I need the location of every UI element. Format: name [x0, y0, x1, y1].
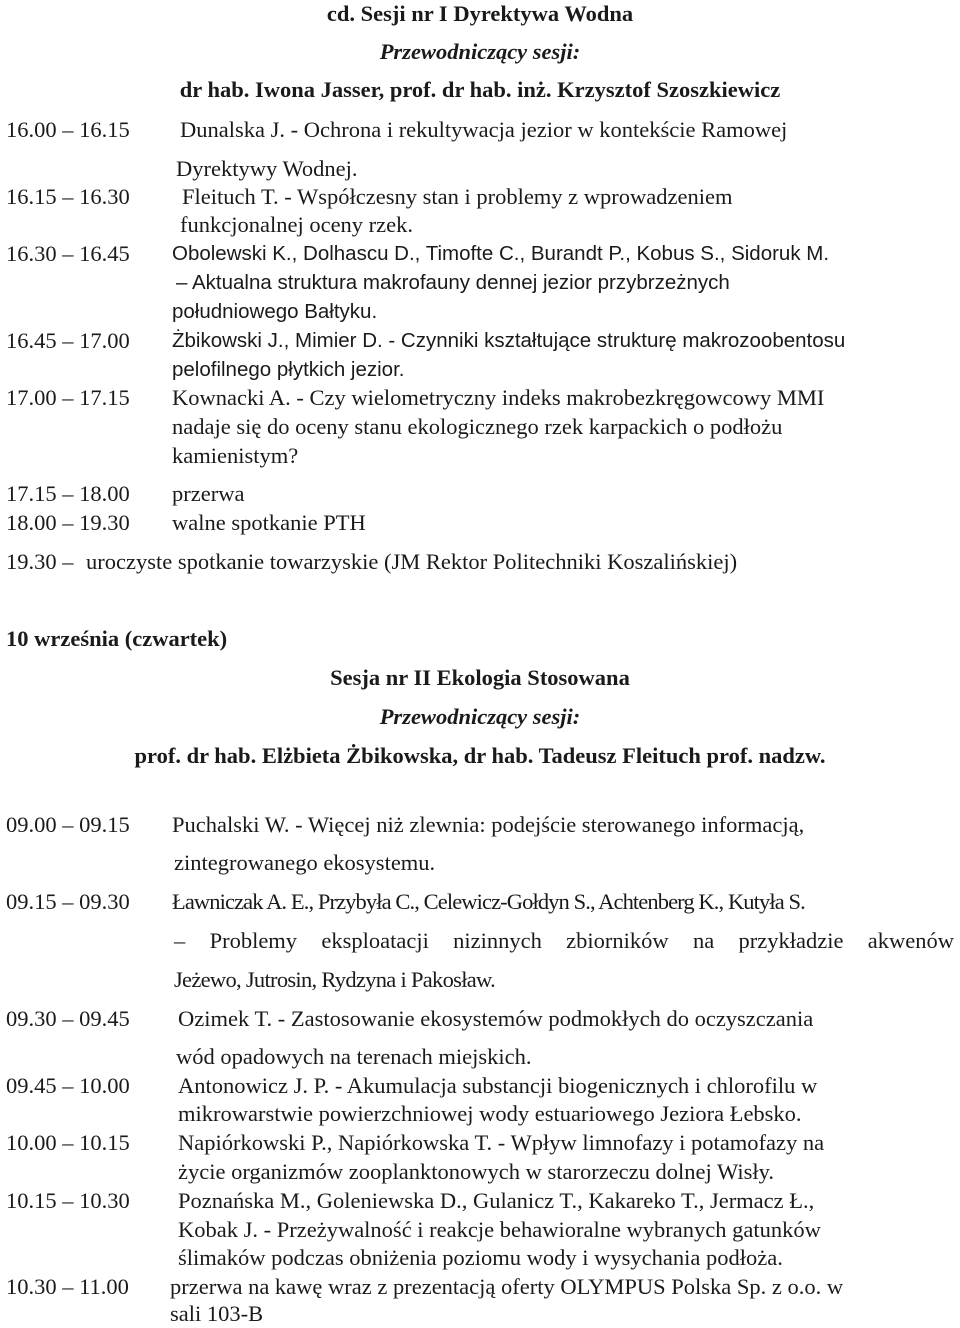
session1-item4-line2: pelofilnego płytkich jezior. — [172, 358, 405, 381]
session1-item7-time: 18.00 – 19.30 — [6, 510, 130, 535]
session2-item7-time: 10.30 – 11.00 — [6, 1274, 129, 1299]
s2-item2-line2-text: Problemy eksploatacji nizinnych zbiorników na przykładzie akwenów — [209, 928, 954, 953]
session2-item7-line2: sali 103-B — [170, 1301, 264, 1326]
session1-item5-time: 17.00 – 17.15 — [6, 385, 130, 410]
session1-item4-line1: Żbikowski J., Mimier D. - Czynniki kształtujące strukturę makrozoobentosu — [172, 329, 846, 352]
session2-item6-time: 10.15 – 10.30 — [6, 1188, 130, 1213]
dash: – — [174, 928, 210, 953]
session1-chair-label: Przewodniczący sesji: — [379, 39, 581, 64]
session1-item3-line3: południowego Bałtyku. — [172, 300, 378, 323]
session2-item6-line3: ślimaków podczas obniżenia poziomu wody i wysychania podłoża. — [178, 1245, 783, 1270]
session2-item2-line1: Ławniczak A. E., Przybyła C., Celewicz-Gołdyn S., Achtenberg K., Kutyła S. — [172, 889, 805, 914]
day-heading: 10 września (czwartek) — [6, 626, 228, 651]
session1-chairs: dr hab. Iwona Jasser, prof. dr hab. inż. Krzysztof Szoszkiewicz — [179, 77, 781, 102]
session2-chairs: prof. dr hab. Elżbieta Żbikowska, dr hab. Tadeusz Fleituch prof. nadzw. — [134, 743, 826, 768]
session2-item2-line2 — [174, 927, 954, 955]
session2-chair-label: Przewodniczący sesji: — [379, 704, 581, 729]
session1-item3-line1: Obolewski K., Dolhascu D., Timofte C., Burandt P., Kobus S., Sidoruk M. — [172, 242, 830, 265]
session1-item3-line2 — [176, 269, 730, 297]
session1-item2-line2: funkcjonalnej oceny rzek. — [180, 212, 414, 237]
session2-item7-line1: przerwa na kawę wraz z prezentacją oferty OLYMPUS Polska Sp. z o.o. w — [170, 1274, 844, 1299]
session2-item1-line2: zintegrowanego ekosystemu. — [174, 850, 436, 875]
session2-item6-line2: Kobak J. - Przeżywalność i reakcje behawioralne wybranych gatunków — [178, 1217, 821, 1242]
session2-item2-time: 09.15 – 09.30 — [6, 889, 130, 914]
session1-item1-time: 16.00 – 16.15 — [6, 117, 130, 142]
session2-item5-line2: życie organizmów zooplanktonowych w starorzeczu dolnej Wisły. — [178, 1159, 774, 1184]
session2-item3-line1: Ozimek T. - Zastosowanie ekosystemów podmokłych do oczyszczania — [178, 1006, 814, 1031]
session1-item6-line1: przerwa — [172, 481, 245, 506]
session1-item1-line1: Dunalska J. - Ochrona i rekultywacja jezior w kontekście Ramowej — [180, 117, 788, 142]
session2-item4-time: 09.45 – 10.00 — [6, 1073, 130, 1098]
session1-item6-time: 17.15 – 18.00 — [6, 481, 130, 506]
session1-item2-line1: Fleituch T. - Współczesny stan i problemy z wprowadzeniem — [182, 184, 733, 209]
session2-item4-line1: Antonowicz J. P. - Akumulacja substancji biogenicznych i chlorofilu w — [178, 1073, 818, 1098]
item3-line2-text: Aktualna struktura makrofauny dennej jezior przybrzeżnych — [191, 271, 730, 294]
dash: – — [176, 271, 192, 294]
session1-item5-line1: Kownacki A. - Czy wielometryczny indeks makrobezkręgowcowy MMI — [172, 385, 825, 410]
session1-item2-time: 16.15 – 16.30 — [6, 184, 130, 209]
session2-item3-time: 09.30 – 09.45 — [6, 1006, 130, 1031]
session1-item4-time: 16.45 – 17.00 — [6, 328, 130, 353]
session2-item1-line1: Puchalski W. - Więcej niż zlewnia: podejście sterowanego informacją, — [172, 812, 805, 837]
session2-item6-line1: Poznańska M., Goleniewska D., Gulanicz T., Kakareko T., Jermacz Ł., — [178, 1188, 815, 1213]
session1-item7-line1: walne spotkanie PTH — [172, 510, 366, 535]
session1-item8-line1: uroczyste spotkanie towarzyskie (JM Rektor Politechniki Koszalińskiej) — [86, 549, 738, 574]
session2-item5-line1: Napiórkowski P., Napiórkowska T. - Wpływ limnofazy i potamofazy na — [178, 1130, 825, 1155]
session1-item5-line3: kamienistym? — [172, 443, 299, 468]
session2-item2-line3: Jeżewo, Jutrosin, Rydzyna i Pakosław. — [174, 967, 496, 992]
session2-item3-line2: wód opadowych na terenach miejskich. — [176, 1044, 532, 1069]
session1-item8-time: 19.30 – — [6, 549, 74, 574]
session2-item1-time: 09.00 – 09.15 — [6, 812, 130, 837]
session1-item5-line2: nadaje się do oceny stanu ekologicznego rzek karpackich o podłożu — [172, 414, 783, 439]
session1-item3-time: 16.30 – 16.45 — [6, 241, 130, 266]
session2-title: Sesja nr II Ekologia Stosowana — [330, 665, 630, 690]
session2-item5-time: 10.00 – 10.15 — [6, 1130, 130, 1155]
session1-item1-line2: Dyrektywy Wodnej. — [176, 156, 358, 181]
session2-item4-line2: mikrowarstwie powierzchniowej wody estuariowego Jeziora Łebsko. — [178, 1101, 802, 1126]
session1-title: cd. Sesji nr I Dyrektywa Wodna — [326, 1, 634, 26]
